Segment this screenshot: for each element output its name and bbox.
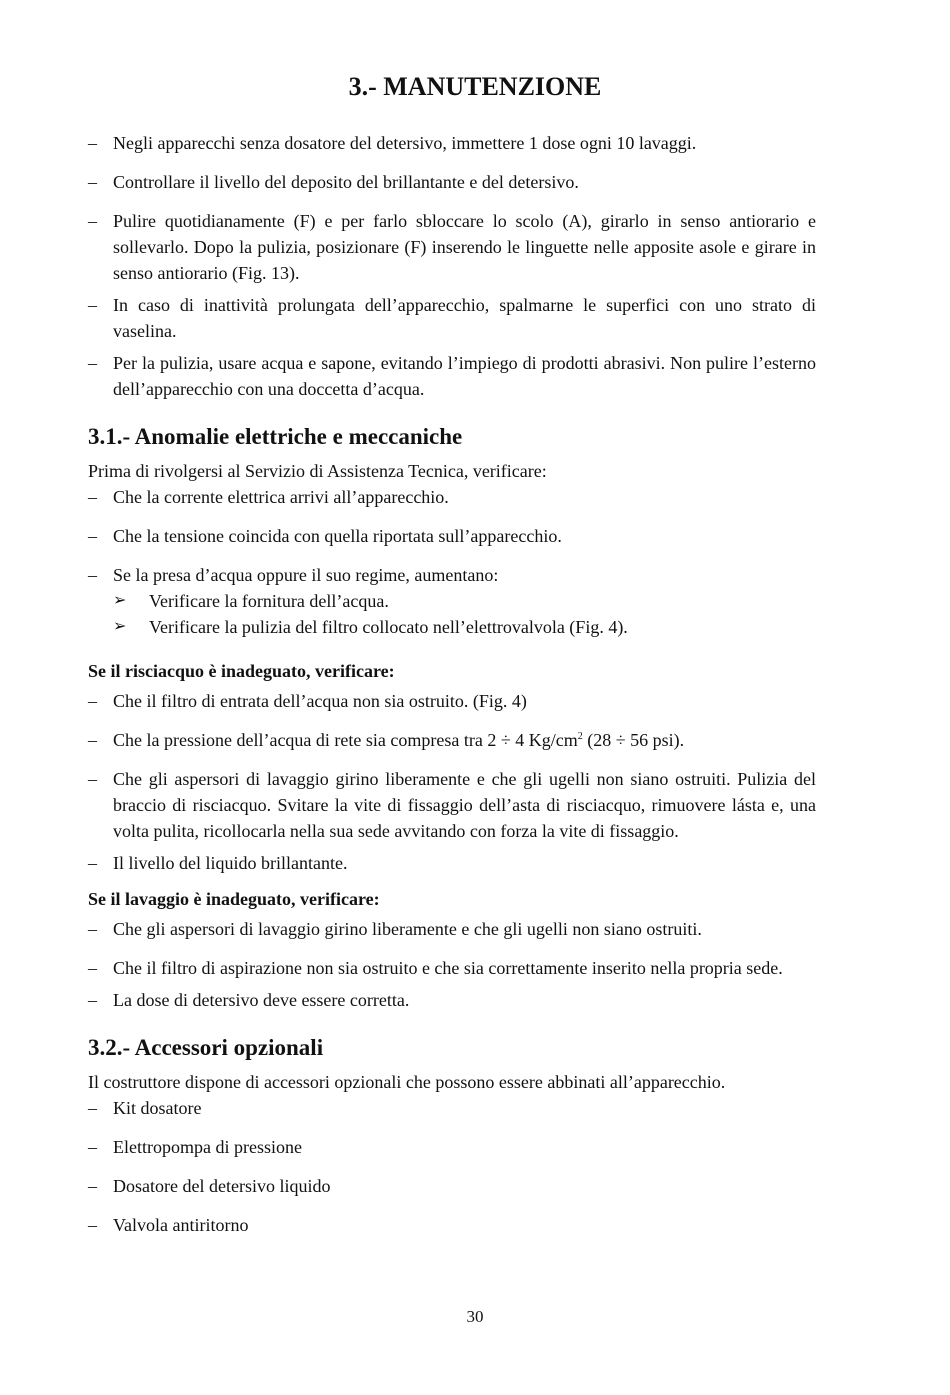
rinse-heading: Se il risciacquo è inadeguato, verificare: [88,661,395,681]
list-item: – In caso di inattività prolungata dell’apparecchio, spalmarne le superfici con uno strato di vaselina. [88,292,816,344]
list-item: – Che gli aspersori di lavaggio girino liberamente e che gli ugelli non siano ostruiti. [88,916,816,942]
list-item: – Il livello del liquido brillantante. [88,850,816,876]
sub-list [113,588,816,640]
list-item: – Kit dosatore [88,1095,816,1121]
wash-list [88,916,816,1013]
anomalies-list [88,484,816,640]
sub-list-item-text: Verificare la pulizia del filtro collocato nell’elettrovalvola (Fig. 4). [149,617,628,637]
section-intro: Il costruttore dispone di accessori opzionali che possono essere abbinati all’apparecchio. [88,1072,726,1092]
list-item [88,562,816,640]
list-item: – Dosatore del detersivo liquido [88,1173,816,1199]
rinse-list [88,688,816,876]
maintenance-list [88,130,816,402]
list-item-text: Se la presa d’acqua oppure il suo regime, aumentano: [113,565,499,585]
section-heading-accessories: 3.2.- Accessori opzionali [88,1035,324,1060]
page-title: 3.- MANUTENZIONE [348,72,602,101]
section-intro: Prima di rivolgersi al Servizio di Assistenza Tecnica, verificare: [88,461,547,481]
accessories-list [88,1095,816,1238]
page-number: 30 [466,1307,484,1326]
list-item: – Che il filtro di aspirazione non sia ostruito e che sia correttamente inserito nella propria sede. [88,955,816,981]
pressure-text-end: (28 ÷ 56 psi). [582,730,685,750]
list-item: – Che gli aspersori di lavaggio girino liberamente e che gli ugelli non siano ostruiti. Pulizia del braccio di risciacquo. Svitare la vite di fissaggio dell’asta di risciacquo, rimuovere lásta e, una volta pulita, ricollocarla nella sua sede avvitando con forza la vite di fissaggio. [88,766,816,844]
arrow-bullet-icon: ➢ [113,592,127,609]
wash-heading: Se il lavaggio è inadeguato, verificare: [88,889,380,909]
list-item: – Pulire quotidianamente (F) e per farlo sbloccare lo scolo (A), girarlo in senso antiorario e sollevarlo. Dopo la pulizia, posizionare (F) inserendo le linguette nelle apposite asole e girare in senso antiorario (Fig. 13). [88,208,816,286]
list-item: – Che la corrente elettrica arrivi all’apparecchio. [88,484,816,510]
list-item: – Controllare il livello del deposito del brillantante e del detersivo. [88,169,816,195]
arrow-bullet-icon: ➢ [113,618,127,635]
pressure-text: Che la pressione dell’acqua di rete sia compresa tra 2 ÷ 4 Kg/cm [113,730,578,750]
sub-list-item-text: Verificare la fornitura dell’acqua. [149,591,389,611]
list-item: – Negli apparecchi senza dosatore del detersivo, immettere 1 dose ogni 10 lavaggi. [88,130,816,156]
section-heading-anomalies: 3.1.- Anomalie elettriche e meccaniche [88,424,463,449]
list-item: – Che la tensione coincida con quella riportata sull’apparecchio. [88,523,816,549]
list-item: – Per la pulizia, usare acqua e sapone, evitando l’impiego di prodotti abrasivi. Non pulire l’esterno dell’apparecchio con una doccetta d’acqua. [88,350,816,402]
page-content [88,130,816,1251]
list-item [88,727,816,753]
list-item: – Valvola antiritorno [88,1212,816,1238]
list-item: – Elettropompa di pressione [88,1134,816,1160]
list-item: – Che il filtro di entrata dell’acqua non sia ostruito. (Fig. 4) [88,688,816,714]
sub-list-item [113,588,816,614]
superscript: 2 [577,731,583,742]
list-item: – La dose di detersivo deve essere corretta. [88,987,816,1013]
sub-list-item [113,614,816,640]
